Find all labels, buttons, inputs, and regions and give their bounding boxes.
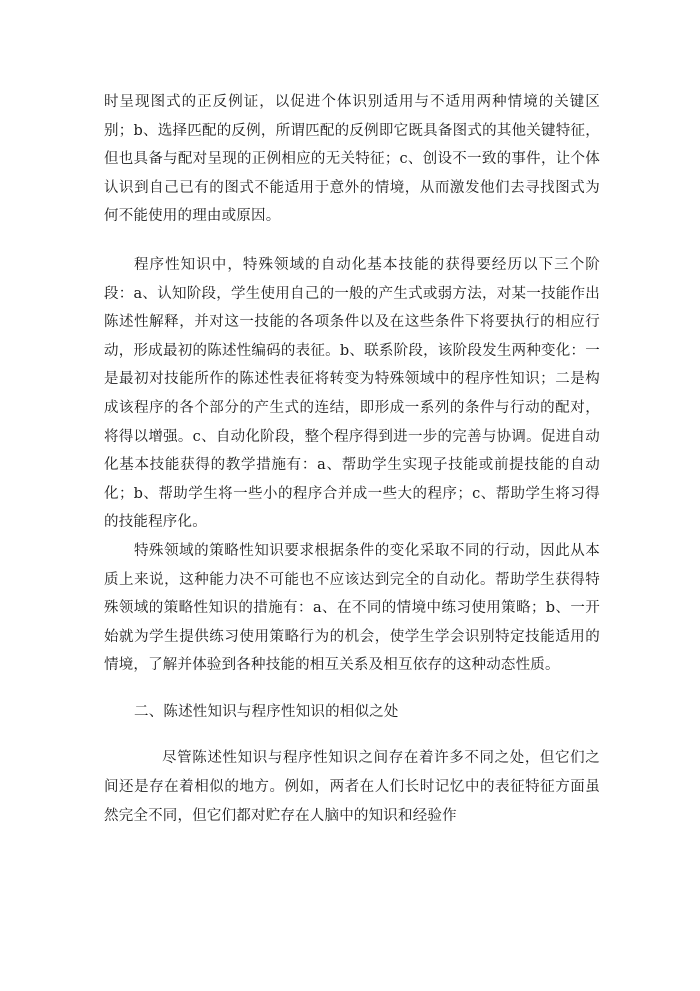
section-heading: 二、陈述性知识与程序性知识的相似之处 xyxy=(134,703,399,720)
paragraph-strategic-knowledge: 特殊领域的策略性知识要求根据条件的变化采取不同的行动，因此从本质上来说，这种能力决不可能也不应该达到完全的自动化。帮助学生获得特殊领域的策略性知识的措施有：a、在不同的情境中练习使用策略；b、一开始就为学生提供练习使用策略行为的机会，使学生学会识别特定技能适用的情境，了解并体验到各种技能的相互关系及相互依存的这种动态性质。 xyxy=(104,542,600,674)
paragraph-procedural-knowledge: 程序性知识中，特殊领域的自动化基本技能的获得要经历以下三个阶段：a、认知阶段，学生使用自己的一般的产生式或弱方法，对某一技能作出陈述性解释，并对这一技能的各项条件以及在这些条件下将要执行的相应行动，形成最初的陈述性编码的表征。b、联系阶段，该阶段发生两种变化：一是最初对技能所作的陈述性表征将转变为特殊领域中的程序性知识；二是构成该程序的各个部分的产生式的连结，即形成一系列的条件与行动的配对，将得以增强。c、自动化阶段，整个程序得到进一步的完善与协调。促进自动化基本技能获得的教学措施有：a、帮助学生实现子技能或前提技能的自动化；b、帮助学生将一些小的程序合并成一些大的程序；c、帮助学生将习得的技能程序化。 xyxy=(104,256,600,531)
paragraph-similarities: 尽管陈述性知识与程序性知识之间存在着许多不同之处，但它们之间还是存在着相似的地方。例如，两者在人们长时记忆中的表征特征方面虽然完全不同，但它们都对贮存在人脑中的知识和经验作 xyxy=(104,750,600,824)
paragraph-schema-examples: 时呈现图式的正反例证，以促进个体识别适用与不适用两种情境的关键区别；b、选择匹配的反例，所谓匹配的反例即它既具备图式的其他关键特征，但也具备与配对呈现的正例相应的无关特征；c、创设不一致的事件，让个体认识到自己已有的图式不能适用于意外的情境，从而激发他们去寻找图式为何不能使用的理由或原因。 xyxy=(104,94,600,225)
